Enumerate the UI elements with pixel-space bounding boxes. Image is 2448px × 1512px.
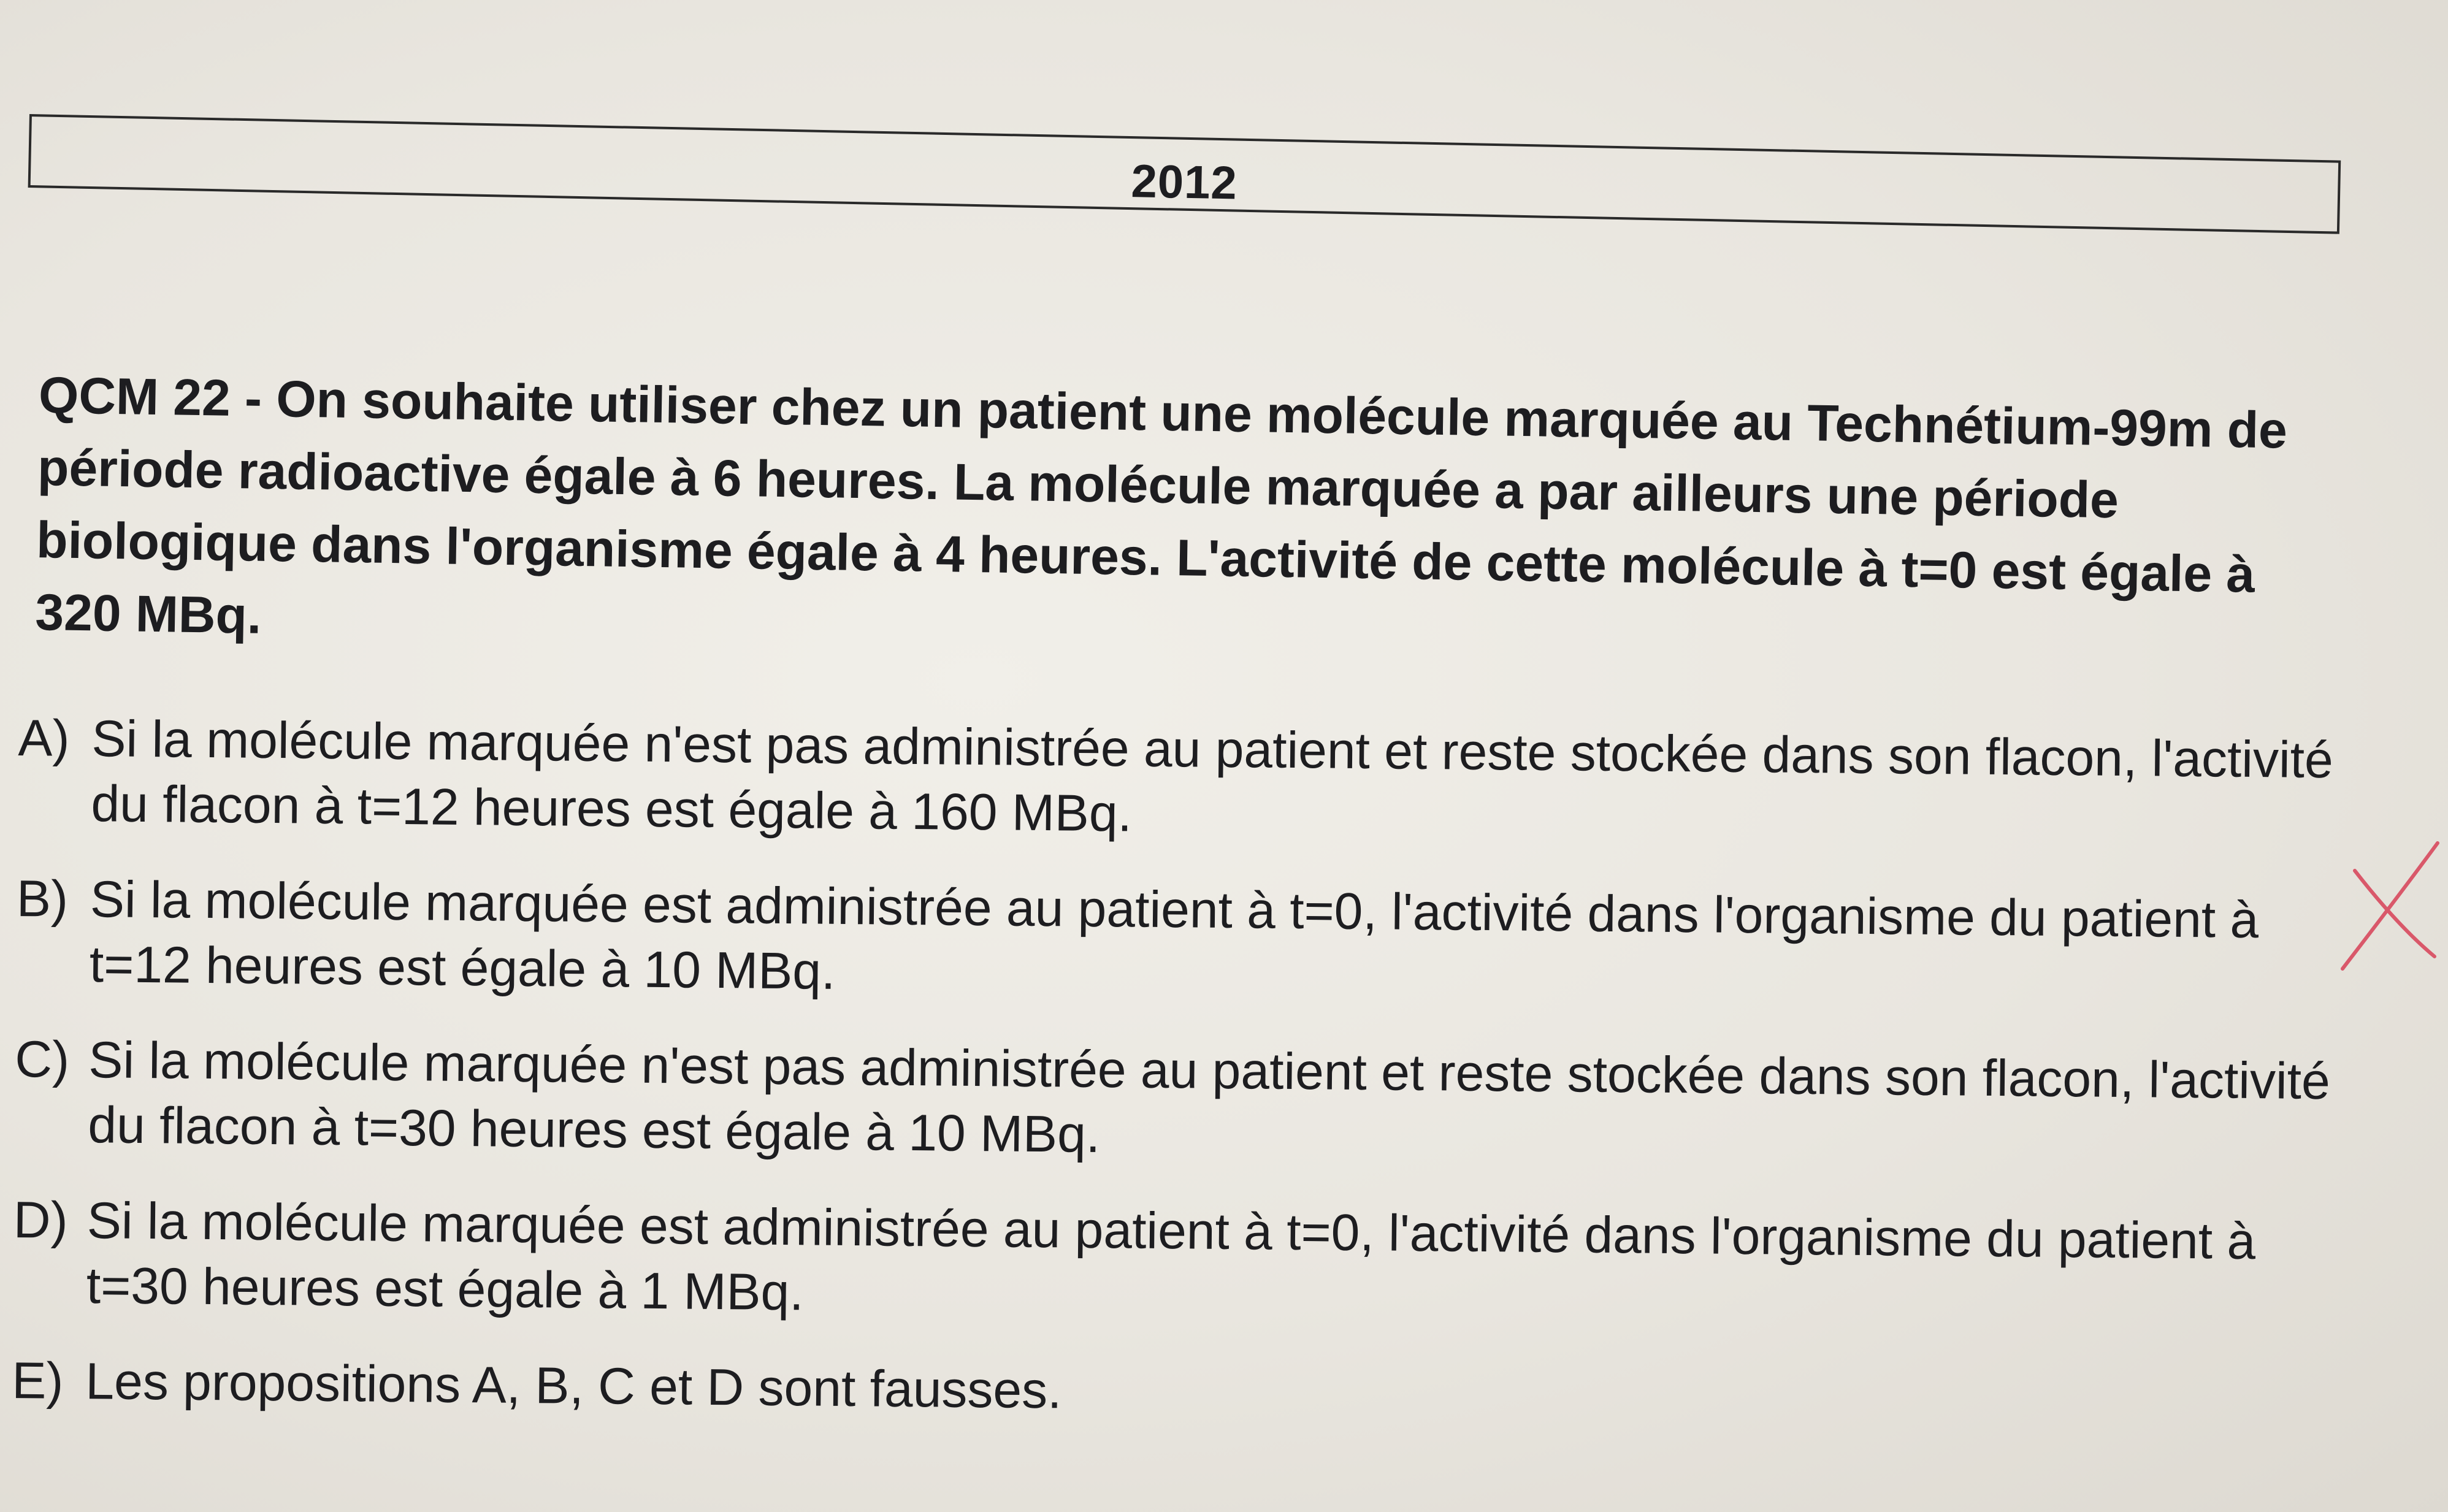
option-letter: D) [13,1190,69,1249]
option-letter: A) [18,708,70,767]
option-text: Si la molécule marquée est administrée au patient à t=0, l'activité dans l'organisme du patient à t=12 heures est égale à 10 MBq. [89,870,2259,1000]
option-c [14,1026,2346,1178]
option-a [17,705,2349,857]
option-b [15,866,2347,1018]
option-d [12,1187,2344,1339]
option-text: Les propositions A, B, C et D sont fausses. [85,1352,1062,1419]
year-label: 2012 [1130,155,1238,210]
option-text: Si la molécule marquée n'est pas administrée au patient et reste stockée dans son flacon, l'activité du flacon à t=30 heures est égale à 10 MBq. [87,1031,2331,1163]
year-header-box [28,114,2341,234]
option-text: Si la molécule marquée n'est pas administrée au patient et reste stockée dans son flacon, l'activité du flacon à t=12 heures est égale à 160 MBq. [91,709,2334,842]
option-e [12,1348,2343,1435]
answer-options [11,705,2348,1465]
cross-mark-icon [2336,840,2441,975]
option-letter: C) [15,1029,70,1088]
option-letter: B) [16,869,69,928]
option-text: Si la molécule marquée est administrée au patient à t=0, l'activité dans l'organisme du patient à t=30 heures est égale à 1 MBq. [86,1191,2256,1321]
option-letter: E) [11,1351,64,1410]
question-statement: QCM 22 - On souhaite utiliser chez un patient une molécule marquée au Technétium-99m de période radioactive égale à 6 heures. La molécule marquée a par ailleurs une période biologique dans l'organisme égale à 4 heures. L'activité de cette molécule à t=0 est égale à 320 MBq. [34,365,2288,644]
